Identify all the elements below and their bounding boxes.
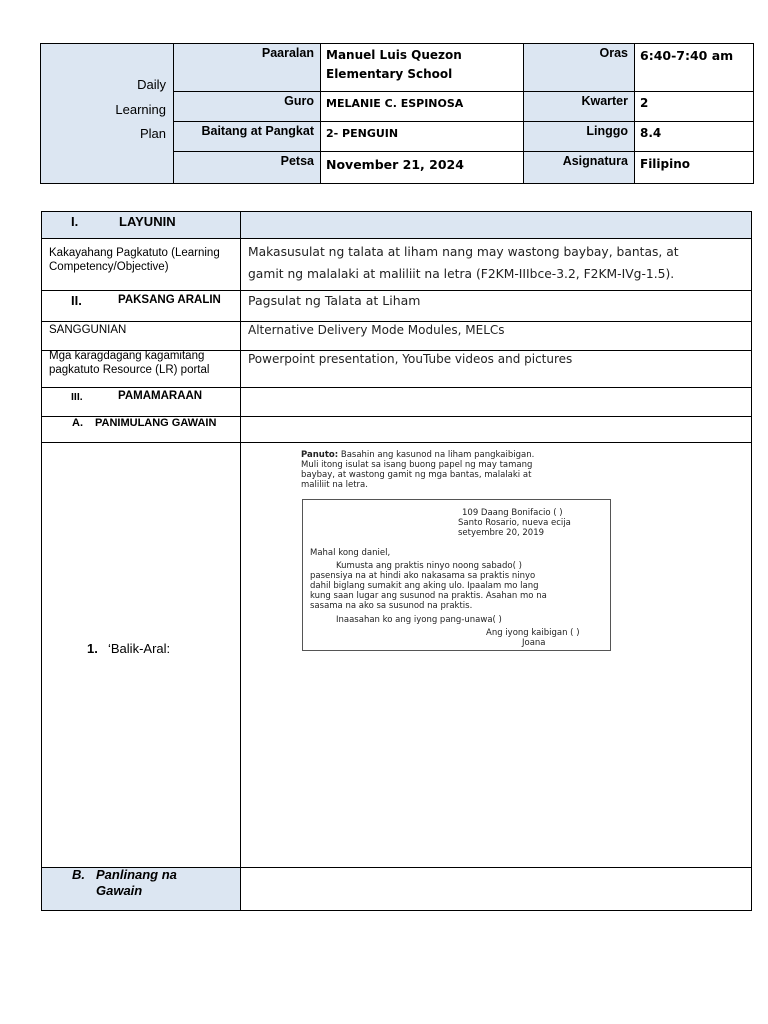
kagamitan-label: Mga karagdagang kagamitang pagkatuto Resource (LR) portal [49, 350, 210, 376]
panlinang-value-cell [240, 867, 752, 911]
baitang-label: Baitang at Pangkat [173, 121, 321, 152]
asignatura-label: Asignatura [523, 151, 635, 184]
panuto-label: Panuto: [301, 450, 339, 460]
layunin-number: I. [71, 214, 79, 229]
baitang-value: 2- PENGUIN [320, 121, 524, 152]
asignatura-value: Filipino [634, 151, 754, 184]
title-line-daily: Daily [137, 77, 166, 92]
competency-value: Makasusulat ng talata at liham nang may wastong baybay, bantas, at gamit ng malalaki at maliliit na letra (F2KM-IIIbce-3.2, F2KM-IVg-1.5). [248, 245, 679, 281]
paksa-number: II. [71, 293, 82, 308]
letter-closing: Inaasahan ko ang iyong pang-unawa( ) [336, 615, 502, 625]
letter-greeting: Mahal kong daniel, [310, 548, 391, 558]
kwarter-value: 2 [634, 91, 754, 122]
panimula-heading: PANIMULANG GAWAIN [95, 417, 217, 429]
balik-label: ‘Balik-Aral: [108, 641, 171, 656]
oras-value: 6:40-7:40 am [634, 43, 754, 92]
paksa-value: Pagsulat ng Talata at Liham [248, 293, 421, 308]
header-table [40, 43, 754, 184]
panimula-value-cell [240, 416, 752, 443]
guro-value: MELANIE C. ESPINOSA [320, 91, 524, 122]
letter-address: 109 Daang Bonifacio ( ) Santo Rosario, nueva ecija setyembre 20, 2019 [458, 508, 571, 538]
activity-image [300, 450, 620, 655]
letter-signature: Joana [522, 638, 546, 648]
petsa-value: November 21, 2024 [320, 151, 524, 184]
paksa-heading: PAKSANG ARALIN [118, 294, 221, 306]
kwarter-label: Kwarter [523, 91, 635, 122]
pamamaraan-value-cell [240, 387, 752, 417]
pamamaraan-number: III. [71, 391, 83, 403]
petsa-label: Petsa [173, 151, 321, 184]
letter-signoff: Ang iyong kaibigan ( ) [486, 628, 580, 638]
letter-body: Kumusta ang praktis ninyo noong sabado( ) pasensiya na at hindi ako nakasama sa praktis ninyo dahil biglang sumakit ang aking ulo. Ipaalam mo lang kung saan lugar ang susunod na praktis. Asahan mo na sasama na ako sa susunod na praktis. [310, 561, 547, 611]
panuto-instructions: Panuto: Basahin ang kasunod na liham pangkaibigan. Muli itong isulat sa isang buong papel ng may tamang baybay, at wastong gamit ng mga bantas, malalaki at maliliit na letra. [301, 450, 535, 490]
layunin-divider [240, 211, 241, 239]
plan-title [40, 73, 166, 147]
sanggunian-label: SANGGUNIAN [49, 324, 127, 336]
competency-label: Kakayahang Pagkatuto (Learning Competency/Objective) [49, 247, 220, 273]
panimula-letter: A. [72, 417, 83, 429]
title-line-learning: Learning [115, 101, 166, 117]
pamamaraan-heading: PAMAMARAAN [118, 390, 203, 402]
title-line-plan: Plan [139, 126, 166, 141]
panlinang-letter: B. [72, 867, 85, 882]
layunin-heading: LAYUNIN [119, 214, 176, 229]
oras-label: Oras [523, 43, 635, 92]
guro-label: Guro [173, 91, 321, 122]
paaralan-label: Paaralan [173, 43, 321, 92]
balik-number: 1. [87, 641, 98, 656]
sanggunian-value: Alternative Delivery Mode Modules, MELCs [248, 323, 505, 337]
paaralan-value: Manuel Luis Quezon Elementary School [320, 43, 524, 92]
kagamitan-value: Powerpoint presentation, YouTube videos and pictures [248, 352, 573, 366]
linggo-label: Linggo [523, 121, 635, 152]
linggo-value: 8.4 [634, 121, 754, 152]
panlinang-heading: Panlinang na Gawain [96, 867, 177, 898]
